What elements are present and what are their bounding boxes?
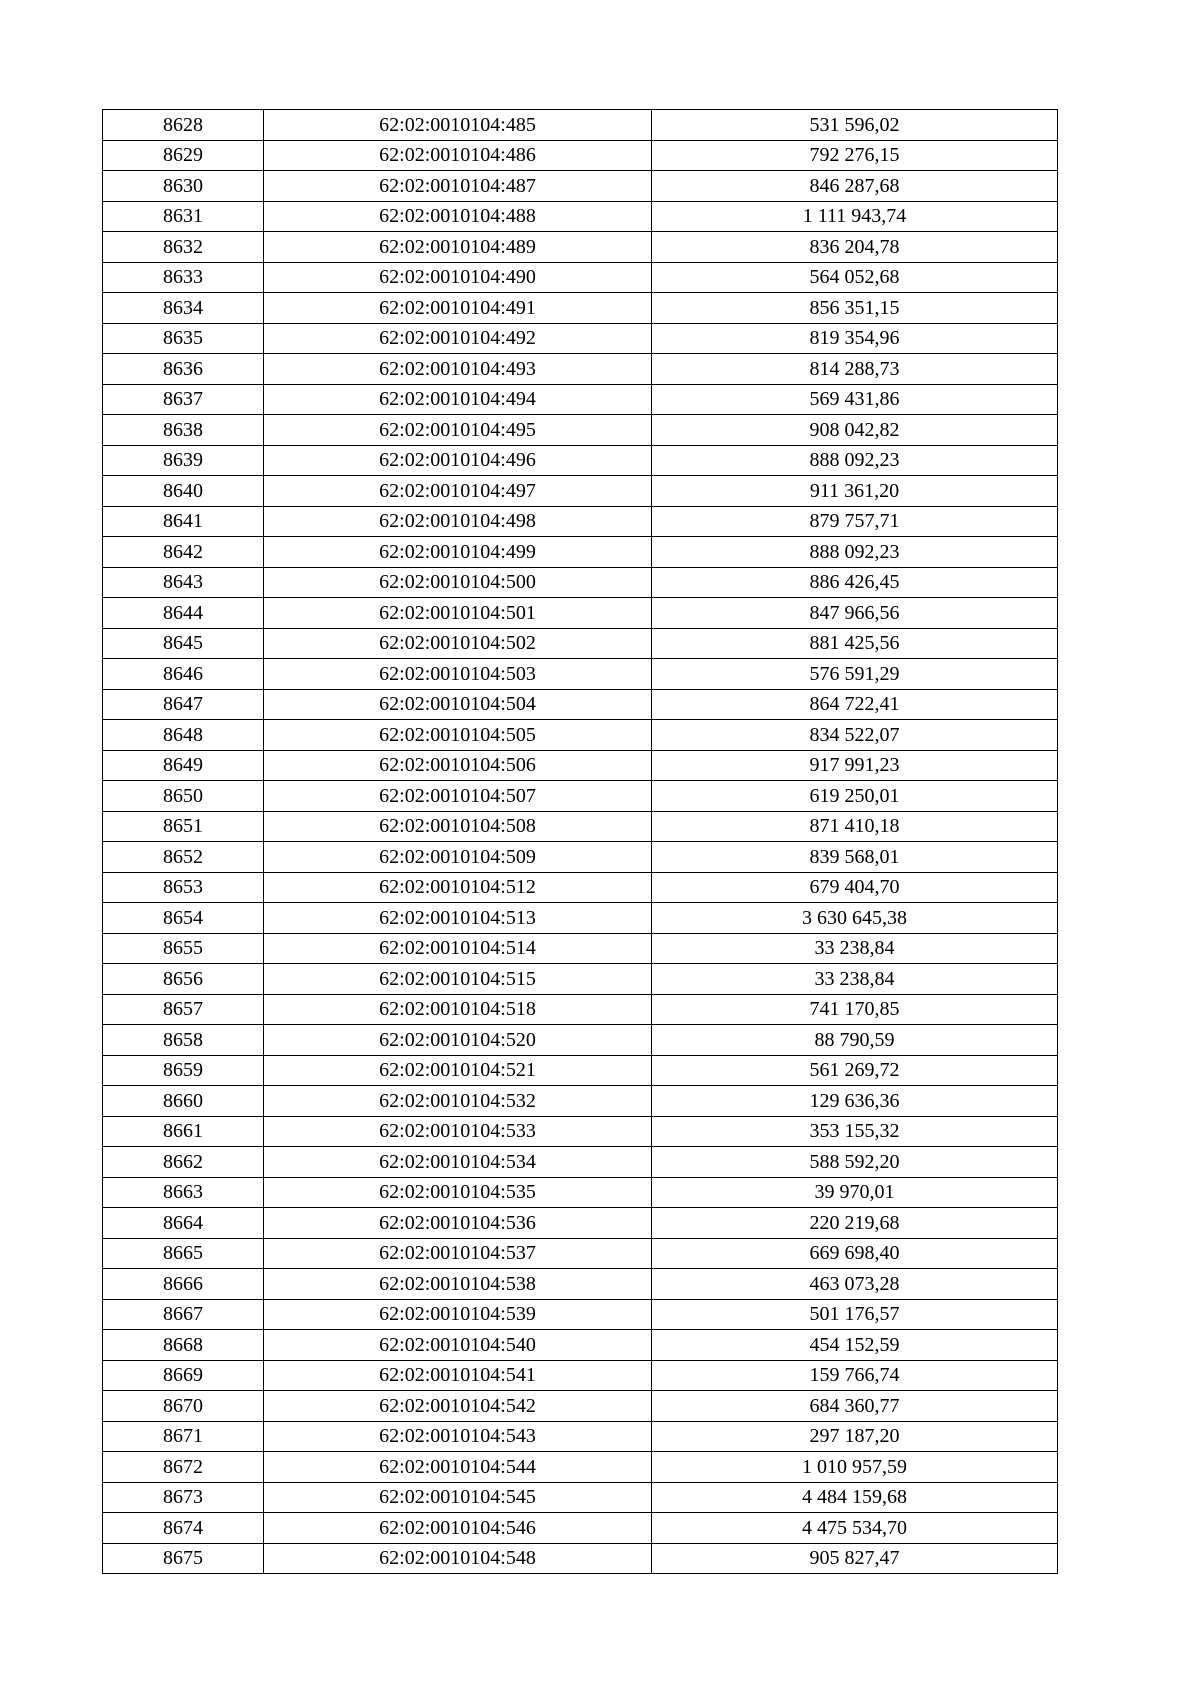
table-row <box>103 1116 1058 1147</box>
row-number-cell: 8636 <box>103 354 264 385</box>
row-number-cell: 8653 <box>103 872 264 903</box>
cadastral-value-cell: 684 360,77 <box>652 1391 1058 1422</box>
cadastral-number-cell: 62:02:0010104:521 <box>264 1055 652 1086</box>
cadastral-value-cell: 39 970,01 <box>652 1177 1058 1208</box>
cadastral-value-cell: 564 052,68 <box>652 262 1058 293</box>
row-number-cell: 8673 <box>103 1482 264 1513</box>
cadastral-number-cell: 62:02:0010104:513 <box>264 903 652 934</box>
table-row <box>103 445 1058 476</box>
cadastral-number-cell: 62:02:0010104:536 <box>264 1208 652 1239</box>
cadastral-number-cell: 62:02:0010104:487 <box>264 171 652 202</box>
cadastral-value-cell: 679 404,70 <box>652 872 1058 903</box>
cadastral-value-cell: 531 596,02 <box>652 110 1058 141</box>
cadastral-number-cell: 62:02:0010104:533 <box>264 1116 652 1147</box>
cadastral-value-cell: 856 351,15 <box>652 293 1058 324</box>
cadastral-value-cell: 839 568,01 <box>652 842 1058 873</box>
table-row <box>103 1452 1058 1483</box>
table-row <box>103 994 1058 1025</box>
cadastral-value-cell: 911 361,20 <box>652 476 1058 507</box>
cadastral-number-cell: 62:02:0010104:498 <box>264 506 652 537</box>
cadastral-value-cell: 33 238,84 <box>652 933 1058 964</box>
cadastral-value-cell: 501 176,57 <box>652 1299 1058 1330</box>
table-row <box>103 1421 1058 1452</box>
table-row <box>103 1147 1058 1178</box>
cadastral-number-cell: 62:02:0010104:488 <box>264 201 652 232</box>
cadastral-number-cell: 62:02:0010104:512 <box>264 872 652 903</box>
cadastral-value-cell: 297 187,20 <box>652 1421 1058 1452</box>
cadastral-value-cell: 619 250,01 <box>652 781 1058 812</box>
cadastral-value-cell: 561 269,72 <box>652 1055 1058 1086</box>
cadastral-value-cell: 569 431,86 <box>652 384 1058 415</box>
row-number-cell: 8658 <box>103 1025 264 1056</box>
cadastral-value-cell: 871 410,18 <box>652 811 1058 842</box>
table-row <box>103 537 1058 568</box>
row-number-cell: 8642 <box>103 537 264 568</box>
table-row <box>103 750 1058 781</box>
cadastral-number-cell: 62:02:0010104:545 <box>264 1482 652 1513</box>
row-number-cell: 8668 <box>103 1330 264 1361</box>
table-row <box>103 1086 1058 1117</box>
cadastral-value-cell: 588 592,20 <box>652 1147 1058 1178</box>
row-number-cell: 8667 <box>103 1299 264 1330</box>
cadastral-value-cell: 814 288,73 <box>652 354 1058 385</box>
cadastral-value-cell: 4 475 534,70 <box>652 1513 1058 1544</box>
table-row <box>103 232 1058 263</box>
row-number-cell: 8665 <box>103 1238 264 1269</box>
cadastral-number-cell: 62:02:0010104:485 <box>264 110 652 141</box>
cadastral-number-cell: 62:02:0010104:493 <box>264 354 652 385</box>
table-row <box>103 598 1058 629</box>
cadastral-value-cell: 463 073,28 <box>652 1269 1058 1300</box>
cadastral-number-cell: 62:02:0010104:532 <box>264 1086 652 1117</box>
cadastral-number-cell: 62:02:0010104:544 <box>264 1452 652 1483</box>
cadastral-value-cell: 864 722,41 <box>652 689 1058 720</box>
cadastral-value-cell: 917 991,23 <box>652 750 1058 781</box>
row-number-cell: 8661 <box>103 1116 264 1147</box>
table-row <box>103 1482 1058 1513</box>
cadastral-number-cell: 62:02:0010104:499 <box>264 537 652 568</box>
cadastral-value-cell: 792 276,15 <box>652 140 1058 171</box>
row-number-cell: 8648 <box>103 720 264 751</box>
cadastral-value-cell: 88 790,59 <box>652 1025 1058 1056</box>
row-number-cell: 8654 <box>103 903 264 934</box>
cadastral-value-cell: 836 204,78 <box>652 232 1058 263</box>
cadastral-value-cell: 741 170,85 <box>652 994 1058 1025</box>
cadastral-number-cell: 62:02:0010104:537 <box>264 1238 652 1269</box>
cadastral-value-cell: 888 092,23 <box>652 445 1058 476</box>
table-row <box>103 384 1058 415</box>
cadastral-value-cell: 1 111 943,74 <box>652 201 1058 232</box>
row-number-cell: 8662 <box>103 1147 264 1178</box>
table-row <box>103 140 1058 171</box>
table-row <box>103 1238 1058 1269</box>
cadastral-value-cell: 886 426,45 <box>652 567 1058 598</box>
table-row <box>103 1269 1058 1300</box>
table-row <box>103 1513 1058 1544</box>
row-number-cell: 8646 <box>103 659 264 690</box>
table-row <box>103 293 1058 324</box>
table-row <box>103 262 1058 293</box>
row-number-cell: 8628 <box>103 110 264 141</box>
cadastral-number-cell: 62:02:0010104:496 <box>264 445 652 476</box>
cadastral-value-cell: 819 354,96 <box>652 323 1058 354</box>
cadastral-number-cell: 62:02:0010104:503 <box>264 659 652 690</box>
cadastral-value-cell: 129 636,36 <box>652 1086 1058 1117</box>
cadastral-value-cell: 33 238,84 <box>652 964 1058 995</box>
table-row <box>103 1177 1058 1208</box>
row-number-cell: 8647 <box>103 689 264 720</box>
row-number-cell: 8645 <box>103 628 264 659</box>
cadastral-value-cell: 1 010 957,59 <box>652 1452 1058 1483</box>
row-number-cell: 8671 <box>103 1421 264 1452</box>
row-number-cell: 8643 <box>103 567 264 598</box>
cadastral-value-cell: 846 287,68 <box>652 171 1058 202</box>
cadastral-value-cell: 3 630 645,38 <box>652 903 1058 934</box>
table-row <box>103 781 1058 812</box>
table-row <box>103 323 1058 354</box>
row-number-cell: 8638 <box>103 415 264 446</box>
cadastral-number-cell: 62:02:0010104:486 <box>264 140 652 171</box>
row-number-cell: 8630 <box>103 171 264 202</box>
table-row <box>103 1360 1058 1391</box>
cadastral-number-cell: 62:02:0010104:491 <box>264 293 652 324</box>
cadastral-value-cell: 905 827,47 <box>652 1543 1058 1574</box>
cadastral-number-cell: 62:02:0010104:535 <box>264 1177 652 1208</box>
row-number-cell: 8664 <box>103 1208 264 1239</box>
cadastral-number-cell: 62:02:0010104:502 <box>264 628 652 659</box>
row-number-cell: 8629 <box>103 140 264 171</box>
cadastral-number-cell: 62:02:0010104:514 <box>264 933 652 964</box>
cadastral-number-cell: 62:02:0010104:501 <box>264 598 652 629</box>
row-number-cell: 8631 <box>103 201 264 232</box>
table-row <box>103 659 1058 690</box>
row-number-cell: 8649 <box>103 750 264 781</box>
cadastral-number-cell: 62:02:0010104:504 <box>264 689 652 720</box>
table-row <box>103 110 1058 141</box>
cadastral-number-cell: 62:02:0010104:494 <box>264 384 652 415</box>
row-number-cell: 8633 <box>103 262 264 293</box>
table-row <box>103 506 1058 537</box>
row-number-cell: 8641 <box>103 506 264 537</box>
cadastral-value-cell: 888 092,23 <box>652 537 1058 568</box>
cadastral-number-cell: 62:02:0010104:518 <box>264 994 652 1025</box>
table-row <box>103 1543 1058 1574</box>
table-row <box>103 354 1058 385</box>
cadastral-value-cell: 908 042,82 <box>652 415 1058 446</box>
table-row <box>103 689 1058 720</box>
cadastral-value-cell: 353 155,32 <box>652 1116 1058 1147</box>
cadastral-value-cell: 4 484 159,68 <box>652 1482 1058 1513</box>
table-body <box>103 110 1058 1574</box>
table-row <box>103 1391 1058 1422</box>
row-number-cell: 8674 <box>103 1513 264 1544</box>
cadastral-number-cell: 62:02:0010104:495 <box>264 415 652 446</box>
table-row <box>103 567 1058 598</box>
table-row <box>103 628 1058 659</box>
row-number-cell: 8656 <box>103 964 264 995</box>
cadastral-number-cell: 62:02:0010104:546 <box>264 1513 652 1544</box>
table-row <box>103 842 1058 873</box>
cadastral-value-cell: 576 591,29 <box>652 659 1058 690</box>
row-number-cell: 8634 <box>103 293 264 324</box>
cadastral-number-cell: 62:02:0010104:508 <box>264 811 652 842</box>
cadastral-number-cell: 62:02:0010104:489 <box>264 232 652 263</box>
cadastral-value-cell: 669 698,40 <box>652 1238 1058 1269</box>
cadastral-value-cell: 220 219,68 <box>652 1208 1058 1239</box>
row-number-cell: 8651 <box>103 811 264 842</box>
row-number-cell: 8660 <box>103 1086 264 1117</box>
table-row <box>103 1055 1058 1086</box>
row-number-cell: 8669 <box>103 1360 264 1391</box>
row-number-cell: 8666 <box>103 1269 264 1300</box>
cadastral-number-cell: 62:02:0010104:505 <box>264 720 652 751</box>
row-number-cell: 8639 <box>103 445 264 476</box>
cadastral-value-cell: 881 425,56 <box>652 628 1058 659</box>
cadastral-number-cell: 62:02:0010104:538 <box>264 1269 652 1300</box>
cadastral-value-cell: 879 757,71 <box>652 506 1058 537</box>
table-row <box>103 903 1058 934</box>
cadastral-value-table <box>102 109 1058 1574</box>
row-number-cell: 8635 <box>103 323 264 354</box>
cadastral-number-cell: 62:02:0010104:509 <box>264 842 652 873</box>
table-row <box>103 1208 1058 1239</box>
cadastral-number-cell: 62:02:0010104:540 <box>264 1330 652 1361</box>
row-number-cell: 8672 <box>103 1452 264 1483</box>
cadastral-number-cell: 62:02:0010104:520 <box>264 1025 652 1056</box>
row-number-cell: 8650 <box>103 781 264 812</box>
cadastral-number-cell: 62:02:0010104:541 <box>264 1360 652 1391</box>
cadastral-value-cell: 454 152,59 <box>652 1330 1058 1361</box>
cadastral-number-cell: 62:02:0010104:542 <box>264 1391 652 1422</box>
cadastral-number-cell: 62:02:0010104:497 <box>264 476 652 507</box>
cadastral-number-cell: 62:02:0010104:543 <box>264 1421 652 1452</box>
cadastral-number-cell: 62:02:0010104:492 <box>264 323 652 354</box>
row-number-cell: 8655 <box>103 933 264 964</box>
table-row <box>103 872 1058 903</box>
cadastral-number-cell: 62:02:0010104:534 <box>264 1147 652 1178</box>
table-row <box>103 415 1058 446</box>
table-row <box>103 933 1058 964</box>
cadastral-value-cell: 834 522,07 <box>652 720 1058 751</box>
table-row <box>103 1299 1058 1330</box>
cadastral-value-cell: 847 966,56 <box>652 598 1058 629</box>
table-row <box>103 476 1058 507</box>
table-row <box>103 1025 1058 1056</box>
cadastral-number-cell: 62:02:0010104:507 <box>264 781 652 812</box>
row-number-cell: 8637 <box>103 384 264 415</box>
row-number-cell: 8652 <box>103 842 264 873</box>
row-number-cell: 8659 <box>103 1055 264 1086</box>
table-row <box>103 1330 1058 1361</box>
cadastral-number-cell: 62:02:0010104:506 <box>264 750 652 781</box>
cadastral-value-cell: 159 766,74 <box>652 1360 1058 1391</box>
row-number-cell: 8670 <box>103 1391 264 1422</box>
row-number-cell: 8675 <box>103 1543 264 1574</box>
cadastral-number-cell: 62:02:0010104:500 <box>264 567 652 598</box>
row-number-cell: 8640 <box>103 476 264 507</box>
cadastral-number-cell: 62:02:0010104:548 <box>264 1543 652 1574</box>
table-row <box>103 201 1058 232</box>
table-row <box>103 811 1058 842</box>
table-row <box>103 720 1058 751</box>
row-number-cell: 8663 <box>103 1177 264 1208</box>
cadastral-number-cell: 62:02:0010104:539 <box>264 1299 652 1330</box>
row-number-cell: 8644 <box>103 598 264 629</box>
table-row <box>103 171 1058 202</box>
table-row <box>103 964 1058 995</box>
cadastral-number-cell: 62:02:0010104:490 <box>264 262 652 293</box>
cadastral-number-cell: 62:02:0010104:515 <box>264 964 652 995</box>
row-number-cell: 8657 <box>103 994 264 1025</box>
row-number-cell: 8632 <box>103 232 264 263</box>
